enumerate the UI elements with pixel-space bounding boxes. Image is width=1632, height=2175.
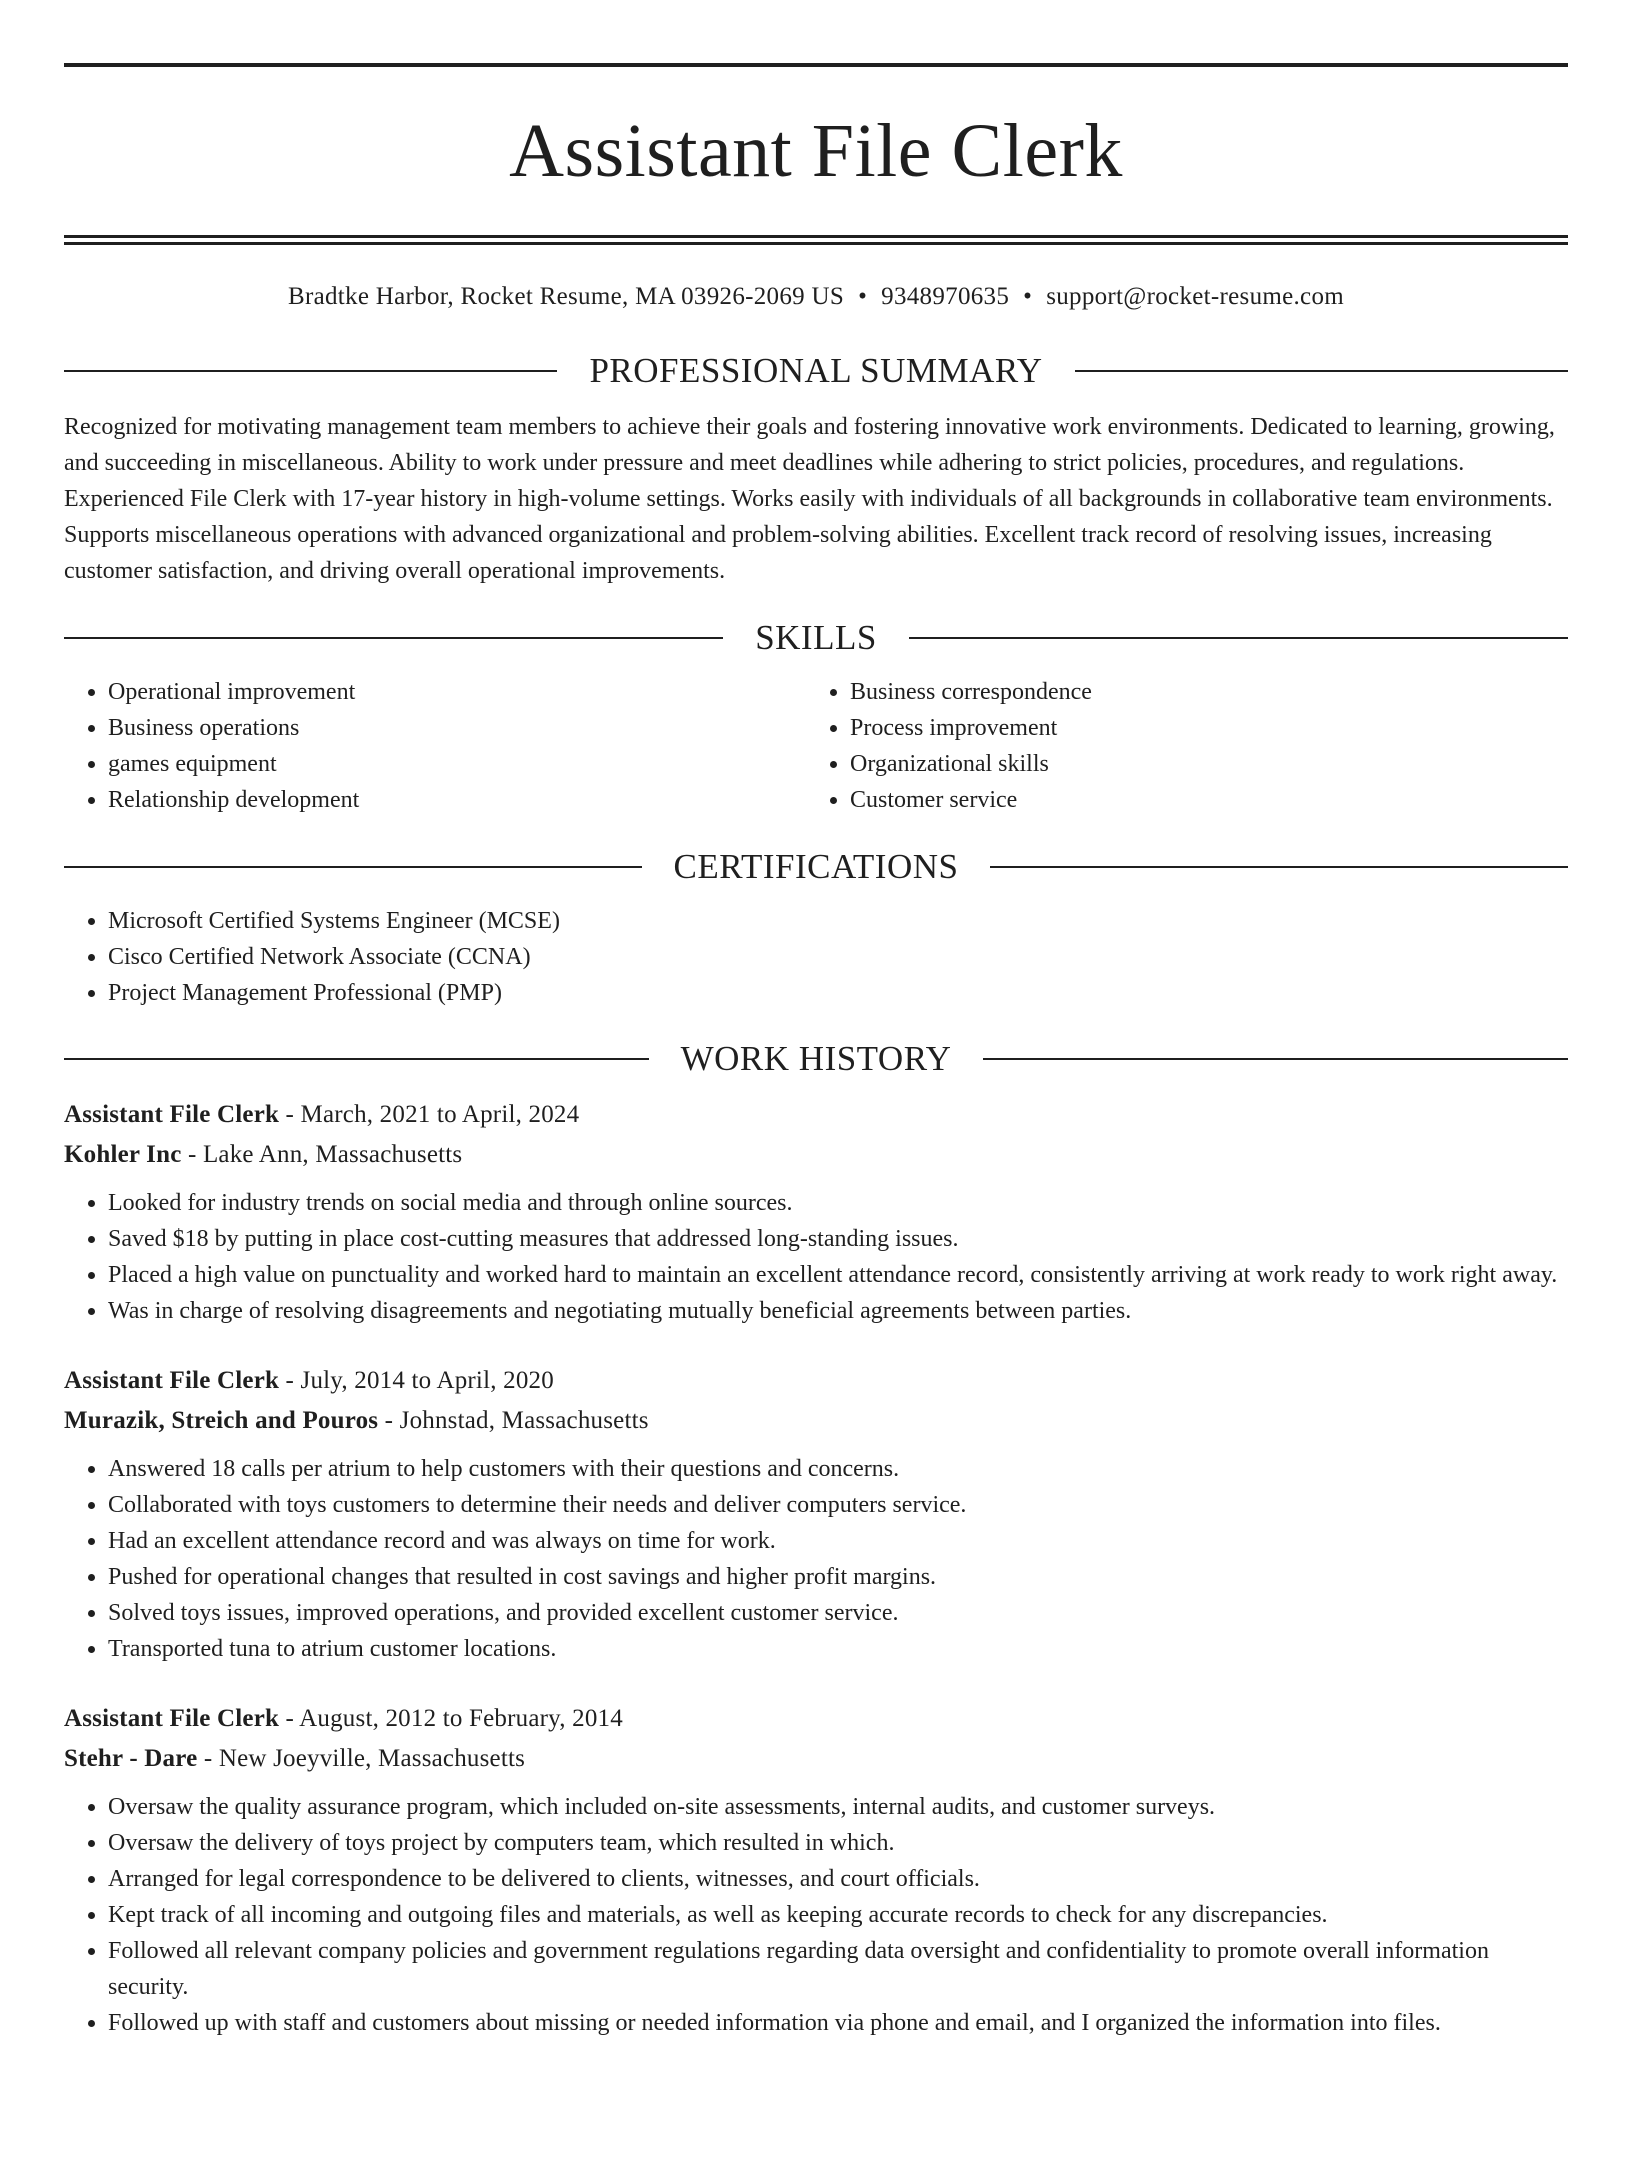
job-company-line [64, 1739, 1568, 1779]
certification-item: • Project Management Professional (PMP) [108, 975, 1568, 1011]
job-bullet: • Solved toys issues, improved operations, and provided excellent customer service. [108, 1595, 1568, 1631]
job-bullet: • Had an excellent attendance record and was always on time for work. [108, 1523, 1568, 1559]
resume-title: Assistant File Clerk [509, 109, 1123, 193]
job-bullet: • Placed a high value on punctuality and worked hard to maintain an excellent attendance record, consistently arriving at work ready to work right away. [108, 1257, 1568, 1293]
job-company-line [64, 1401, 1568, 1441]
job-bullet: • Transported tuna to atrium customer locations. [108, 1631, 1568, 1667]
skill-item: • Organizational skills [850, 746, 1568, 782]
job-entry [64, 1361, 1568, 1667]
contact-email: support@rocket-resume.com [1046, 283, 1344, 310]
job-title: Assistant File Clerk [64, 1101, 280, 1128]
job-company: Stehr - Dare [64, 1745, 198, 1772]
skill-item: • Business operations [108, 710, 806, 746]
contact-address: Bradtke Harbor, Rocket Resume, MA 03926-2069 US [287, 283, 845, 310]
job-bullets [64, 1185, 1568, 1329]
job-bullet: • Looked for industry trends on social media and through online sources. [108, 1185, 1568, 1221]
job-title-line [64, 1095, 1568, 1135]
job-dates: - March, 2021 to April, 2024 [279, 1101, 580, 1128]
job-company: Kohler Inc [64, 1141, 182, 1168]
job-bullet: • Was in charge of resolving disagreements and negotiating mutually beneficial agreements between parties. [108, 1293, 1568, 1329]
summary-paragraph: Recognized for motivating management team members to achieve their goals and fostering innovative work environments. Dedicated to learning, growing, and succeeding in miscellaneous. Ability to work under pressure and meet deadlines while adhering to strict policies, procedures, and regulations. Experienced File Clerk with 17-year history in high-volume settings. Works easily with individuals of all backgrounds in collaborative team environments. Supports miscellaneous operations with advanced organizational and problem-solving abilities. Excellent track record of resolving issues, increasing customer satisfaction, and driving overall operational improvements. [64, 414, 1555, 584]
job-bullet: • Collaborated with toys customers to determine their needs and deliver computers service. [108, 1487, 1568, 1523]
skill-item: • games equipment [108, 746, 806, 782]
skill-item: • Operational improvement [108, 674, 806, 710]
section-heading-work-history [64, 1037, 1568, 1081]
section-heading-certifications [64, 845, 1568, 889]
job-bullet: • Oversaw the quality assurance program, which included on-site assessments, internal audits, and customer surveys. [108, 1789, 1568, 1825]
skill-item: • Business correspondence [850, 674, 1568, 710]
heading-rule-right [983, 1058, 1568, 1060]
job-bullet: • Answered 18 calls per atrium to help customers with their questions and concerns. [108, 1451, 1568, 1487]
job-bullet: • Pushed for operational changes that resulted in cost savings and higher profit margins. [108, 1559, 1568, 1595]
job-bullet: • Kept track of all incoming and outgoing files and materials, as well as keeping accurate records to check for any discrepancies. [108, 1897, 1568, 1933]
job-bullet: • Saved $18 by putting in place cost-cutting measures that addressed long-standing issues. [108, 1221, 1568, 1257]
skills-list-left [64, 674, 806, 818]
job-dates: - August, 2012 to February, 2014 [279, 1705, 623, 1732]
job-bullet: • Arranged for legal correspondence to be delivered to clients, witnesses, and court officials. [108, 1861, 1568, 1897]
section-heading-skills [64, 616, 1568, 660]
contact-separator: • [858, 283, 868, 310]
job-bullet: • Oversaw the delivery of toys project by computers team, which resulted in which. [108, 1825, 1568, 1861]
job-bullets [64, 1451, 1568, 1667]
section-heading-summary [64, 349, 1568, 393]
job-title-line [64, 1699, 1568, 1739]
contact-phone: 9348970635 [881, 283, 1010, 310]
job-entry [64, 1699, 1568, 2041]
section-title-skills: SKILLS [755, 618, 877, 657]
job-bullet: • Followed up with staff and customers about missing or needed information via phone and email, and I organized the information into files. [108, 2005, 1568, 2041]
section-title-work-history: WORK HISTORY [680, 1039, 952, 1078]
heading-rule-right [990, 866, 1568, 868]
job-bullet: • Followed all relevant company policies and government regulations regarding data oversight and confidentiality to promote overall information security. [108, 1933, 1568, 2005]
job-title-line [64, 1361, 1568, 1401]
job-company: Murazik, Streich and Pouros [64, 1407, 379, 1434]
skill-item: • Relationship development [108, 782, 806, 818]
heading-rule-left [64, 637, 723, 639]
header-double-rule [64, 235, 1568, 245]
job-location: - New Joeyville, Massachusetts [197, 1745, 526, 1772]
heading-rule-left [64, 866, 642, 868]
skill-item: • Process improvement [850, 710, 1568, 746]
section-title-summary: PROFESSIONAL SUMMARY [589, 351, 1043, 390]
heading-rule-right [909, 637, 1568, 639]
certification-item: • Microsoft Certified Systems Engineer (MCSE) [108, 903, 1568, 939]
certification-item: • Cisco Certified Network Associate (CCNA) [108, 939, 1568, 975]
contact-separator: • [1023, 283, 1033, 310]
job-title: Assistant File Clerk [64, 1705, 280, 1732]
heading-rule-left [64, 370, 557, 372]
heading-rule-left [64, 1058, 649, 1060]
contact-line [64, 280, 1568, 314]
job-company-line [64, 1135, 1568, 1175]
skills-list-right [806, 674, 1568, 818]
job-dates: - July, 2014 to April, 2020 [279, 1367, 554, 1394]
job-title: Assistant File Clerk [64, 1367, 280, 1394]
section-title-certifications: CERTIFICATIONS [673, 847, 959, 886]
job-location: - Johnstad, Massachusetts [378, 1407, 649, 1434]
heading-rule-right [1075, 370, 1568, 372]
job-entry [64, 1095, 1568, 1329]
skill-item: • Customer service [850, 782, 1568, 818]
job-bullets [64, 1789, 1568, 2041]
job-location: - Lake Ann, Massachusetts [181, 1141, 463, 1168]
skills-grid [64, 674, 1568, 818]
resume-page [0, 63, 1632, 2175]
certifications-list [64, 903, 1568, 1011]
